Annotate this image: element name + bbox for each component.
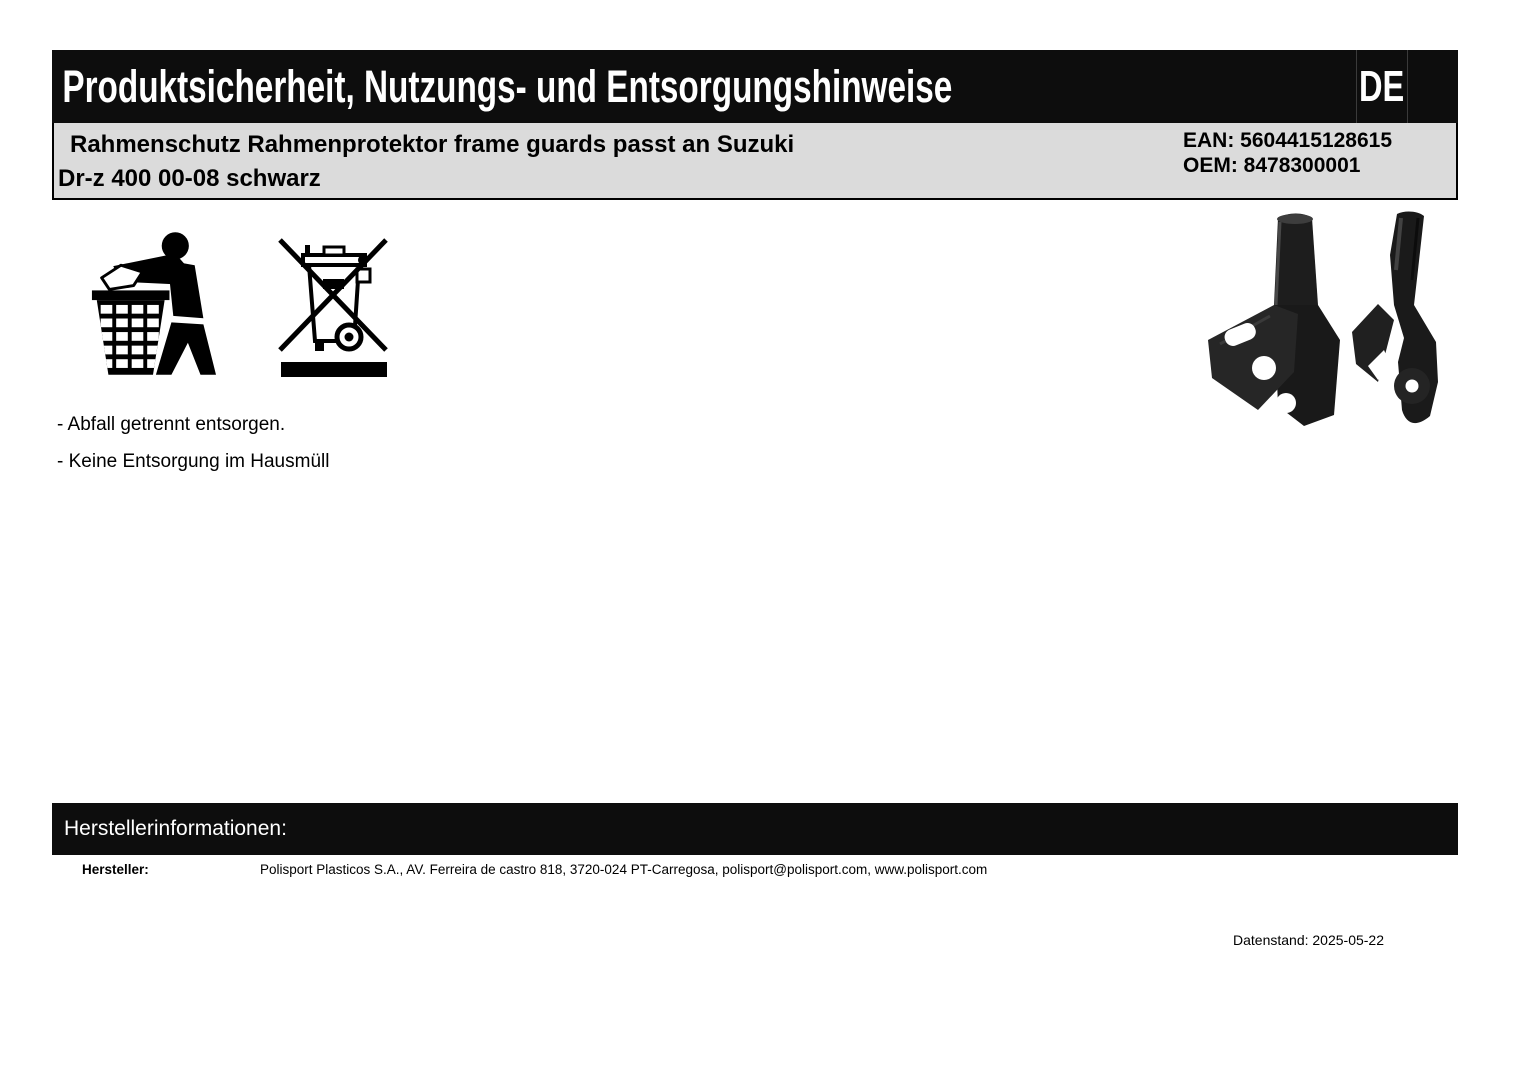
disposal-notes: [57, 406, 329, 480]
manufacturer-value: Polisport Plasticos S.A., AV. Ferreira de castro 818, 3720-024 PT-Carregosa, polisport@polisport.com, www.polisport.com: [260, 862, 988, 877]
oem-code: OEM: 8478300001: [1183, 154, 1361, 177]
tidyman-icon: [90, 228, 216, 378]
manufacturer-heading-bar: [52, 803, 1458, 855]
product-title-line2: Dr-z 400 00-08 schwarz: [58, 165, 321, 192]
product-codes: [1183, 128, 1392, 178]
language-badge: [1356, 50, 1408, 123]
product-title-line1: Rahmenschutz Rahmenprotektor frame guards passt an Suzuki: [70, 131, 795, 158]
language-badge-label: DE: [1359, 61, 1405, 111]
disposal-note: - Keine Entsorgung im Hausmüll: [57, 451, 330, 472]
manufacturer-heading: Herstellerinformationen:: [64, 817, 287, 840]
product-image: [1200, 210, 1440, 430]
data-date: Datenstand: 2025-05-22: [1233, 932, 1384, 948]
manufacturer-label: Hersteller:: [82, 862, 149, 877]
header-title-bar: [52, 50, 1458, 123]
disposal-note: - Abfall getrennt entsorgen.: [57, 414, 286, 435]
ean-code: EAN: 5604415128615: [1183, 129, 1392, 152]
header-spacer: [1408, 50, 1458, 123]
weee-crossed-out-bin-icon: [278, 228, 390, 378]
header: [52, 50, 1458, 200]
page-title: Produktsicherheit, Nutzungs- und Entsorgungshinweise: [62, 60, 953, 112]
product-title-bar: [52, 123, 1458, 200]
